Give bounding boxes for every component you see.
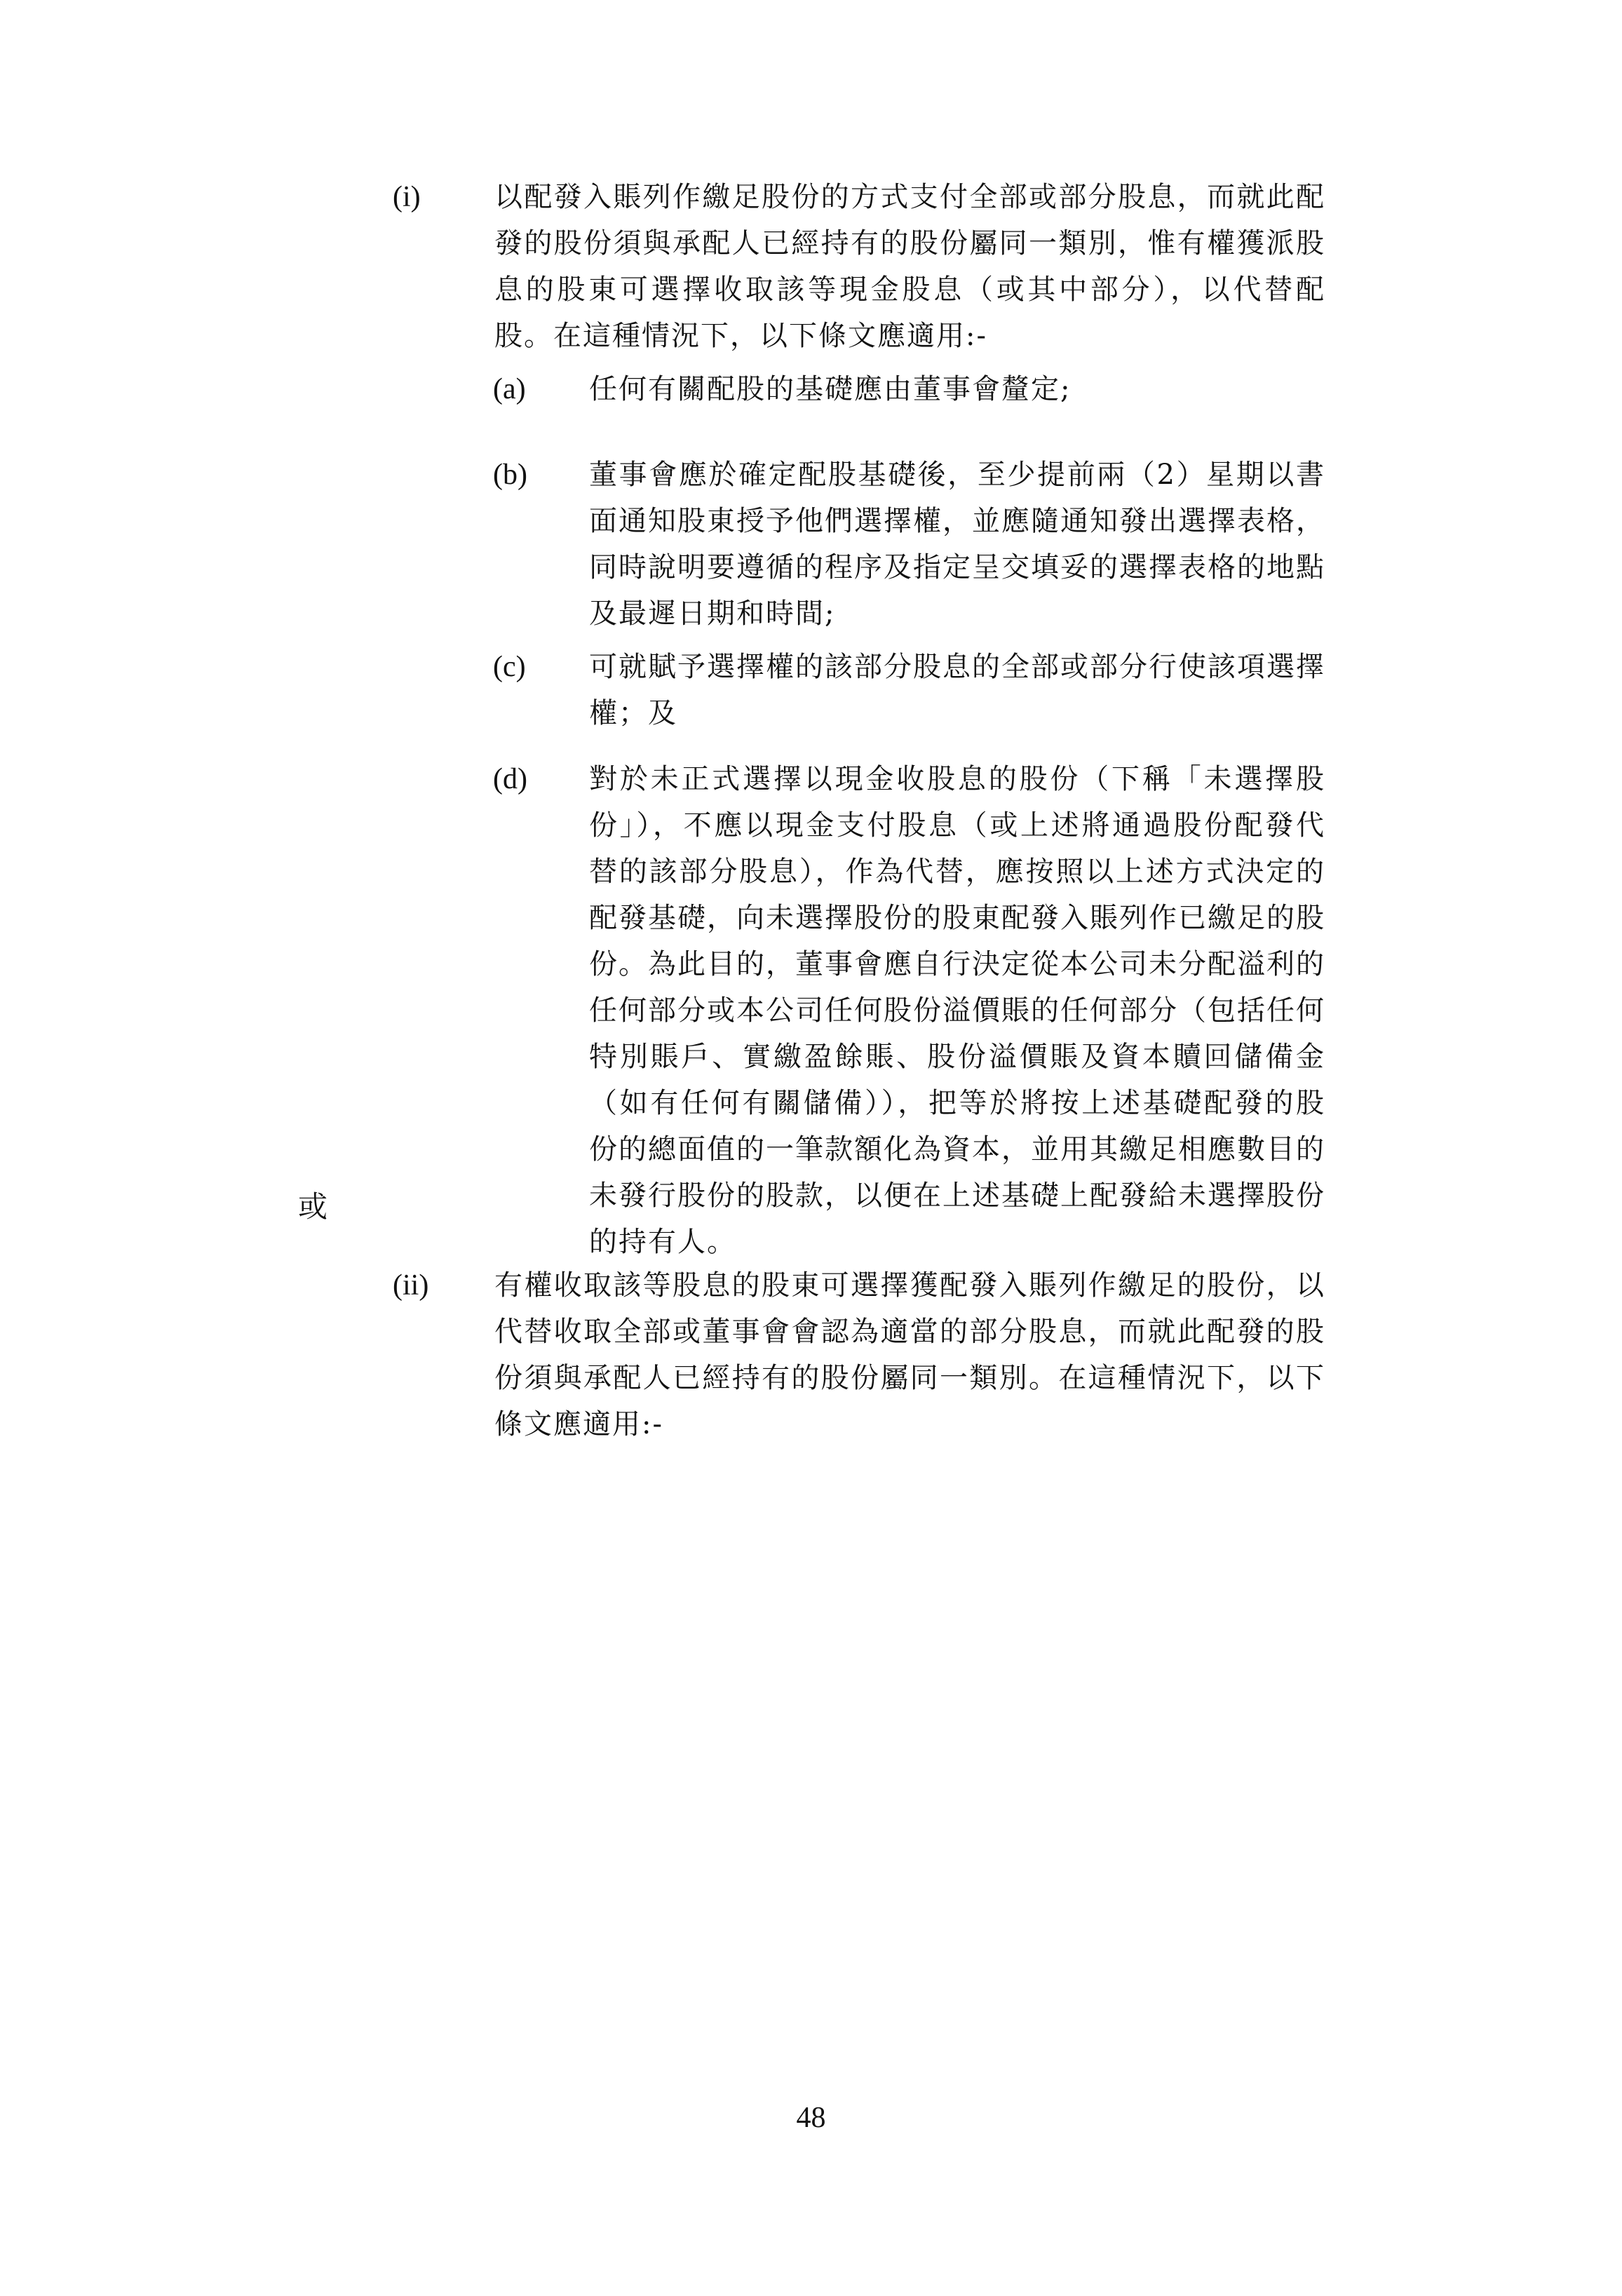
clause-ii-text: 有權收取該等股息的股東可選擇獲配發入賬列作繳足的股份，以代替收取全部或董事會會認為適當的部分股息，而就此配發的股份須與承配人已經持有的股份屬同一類別。在這種情況下，以下條文應適用:-: [494, 1269, 1325, 1440]
clause-a-marker: (a): [493, 373, 526, 405]
clause-d-marker: (d): [493, 763, 527, 795]
clause-i-text: 以配發入賬列作繳足股份的方式支付全部或部分股息，而就此配發的股份須與承配人已經持有的股份屬同一類別，惟有權獲派股息的股東可選擇收取該等現金股息（或其中部分），以代替配股。在這種情況下，以下條文應適用:-: [494, 181, 1325, 352]
clause-ii-marker: (ii): [393, 1269, 429, 1302]
page-number: 48: [796, 2102, 826, 2134]
clause-c-text: 可就賦予選擇權的該部分股息的全部或部分行使該項選擇權；及: [589, 651, 1325, 729]
clause-i-marker: (i): [393, 181, 421, 213]
clause-c-marker: (c): [493, 651, 526, 683]
clause-b-text: 董事會應於確定配股基礎後，至少提前兩（2）星期以書面通知股東授予他們選擇權，並應隨通知發出選擇表格，同時說明要遵循的程序及指定呈交填妥的選擇表格的地點及最遲日期和時間;: [589, 459, 1325, 630]
clause-a-text: 任何有關配股的基礎應由董事會釐定;: [589, 373, 1072, 405]
or-connector: 或: [298, 1189, 328, 1224]
clause-d-text: 對於未正式選擇以現金收股息的股份（下稱「未選擇股份」），不應以現金支付股息（或上述將通過股份配發代替的該部分股息），作為代替，應按照以上述方式決定的配發基礎，向未選擇股份的股東配發入賬列作已繳足的股份。為此目的，董事會應自行決定從本公司未分配溢利的任何部分或本公司任何股份溢價賬的任何部分（包括任何特別賬戶、實繳盈餘賬、股份溢價賬及資本贖回儲備金（如有任何有關儲備）），把等於將按上述基礎配發的股份的總面值的一筆款額化為資本，並用其繳足相應數目的未發行股份的股款，以便在上述基礎上配發給未選擇股份的持有人。: [589, 763, 1325, 1258]
clause-b-marker: (b): [493, 459, 527, 491]
